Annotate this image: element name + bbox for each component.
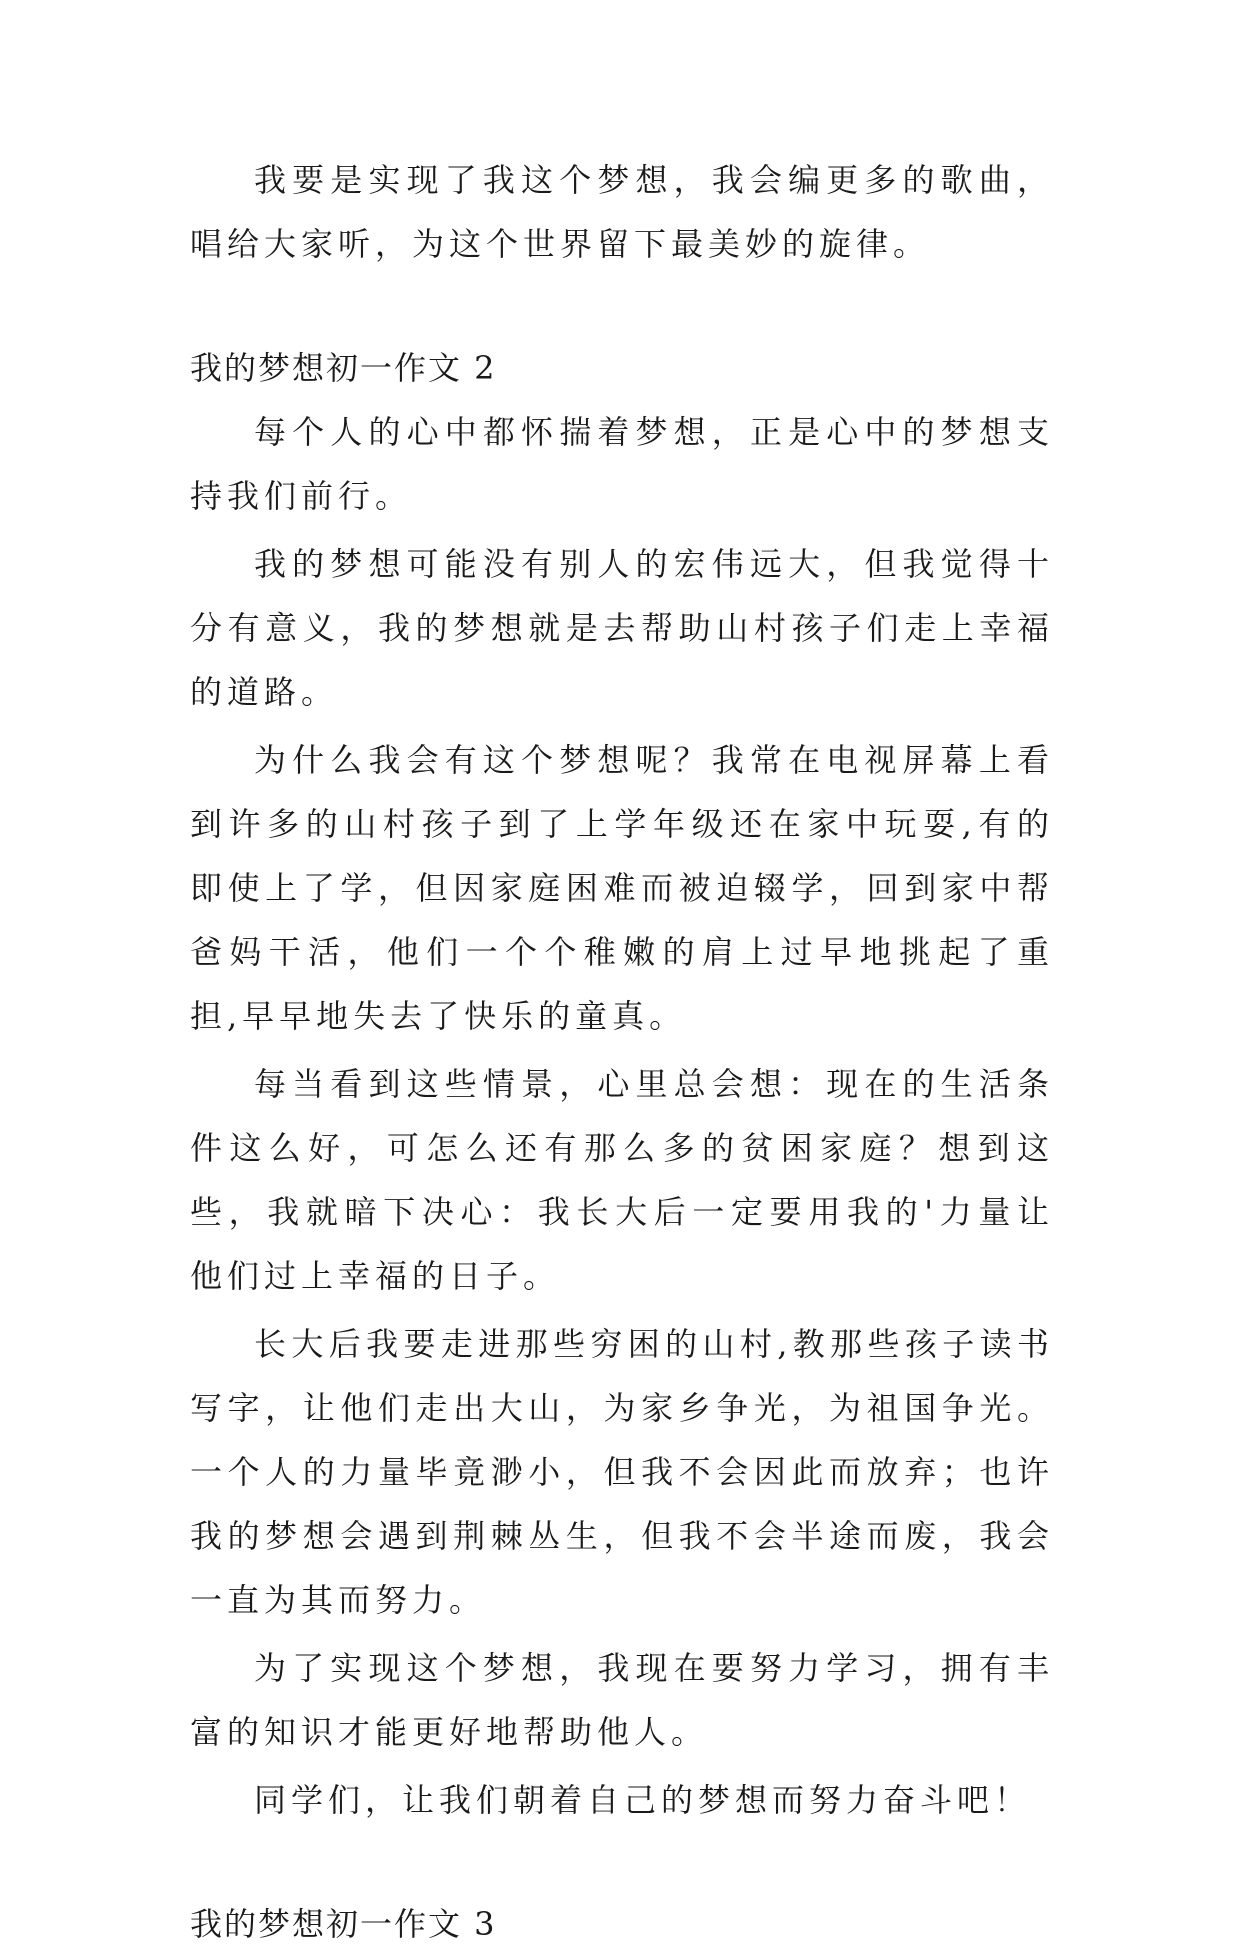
essay-2-paragraph: 同学们，让我们朝着自己的梦想而努力奋斗吧！ — [254, 1781, 1032, 1819]
essay-2-paragraph: 长大后我要走进那些穷困的山村,教那些孩子读书写字，让他们走出大山，为家乡争光，为祖国争光。一个人的力量毕竟渺小，但我不会因此而放弃；也许我的梦想会遇到荆棘丛生，但我不会半途而废，我会一直为其而努力。 — [190, 1325, 1054, 1619]
essay-2-paragraph: 每当看到这些情景，心里总会想：现在的生活条件这么好，可怎么还有那么多的贫困家庭？想到这些，我就暗下决心：我长大后一定要用我的'力量让他们过上幸福的日子。 — [190, 1065, 1054, 1295]
section-spacer — [190, 280, 1054, 336]
essay-3-title: 我的梦想初一作文 3 — [190, 1905, 497, 1943]
essay-2-paragraph: 我的梦想可能没有别人的宏伟远大，但我觉得十分有意义，我的梦想就是去帮助山村孩子们走上幸福的道路。 — [190, 545, 1054, 711]
intro-paragraph: 我要是实现了我这个梦想，我会编更多的歌曲，唱给大家听，为这个世界留下最美妙的旋律。 — [190, 161, 1054, 263]
section-spacer — [190, 1836, 1054, 1892]
essay-2-paragraph: 每个人的心中都怀揣着梦想，正是心中的梦想支持我们前行。 — [190, 413, 1054, 515]
essay-2-paragraph: 为了实现这个梦想，我现在要努力学习，拥有丰富的知识才能更好地帮助他人。 — [190, 1649, 1054, 1751]
essay-2-title: 我的梦想初一作文 2 — [190, 349, 497, 387]
document-page — [190, 148, 1054, 1956]
essay-2-paragraph: 为什么我会有这个梦想呢？我常在电视屏幕上看到许多的山村孩子到了上学年级还在家中玩耍,有的即使上了学，但因家庭困难而被迫辍学，回到家中帮爸妈干活，他们一个个稚嫩的肩上过早地挑起了重担,早早地失去了快乐的童真。 — [190, 741, 1054, 1035]
